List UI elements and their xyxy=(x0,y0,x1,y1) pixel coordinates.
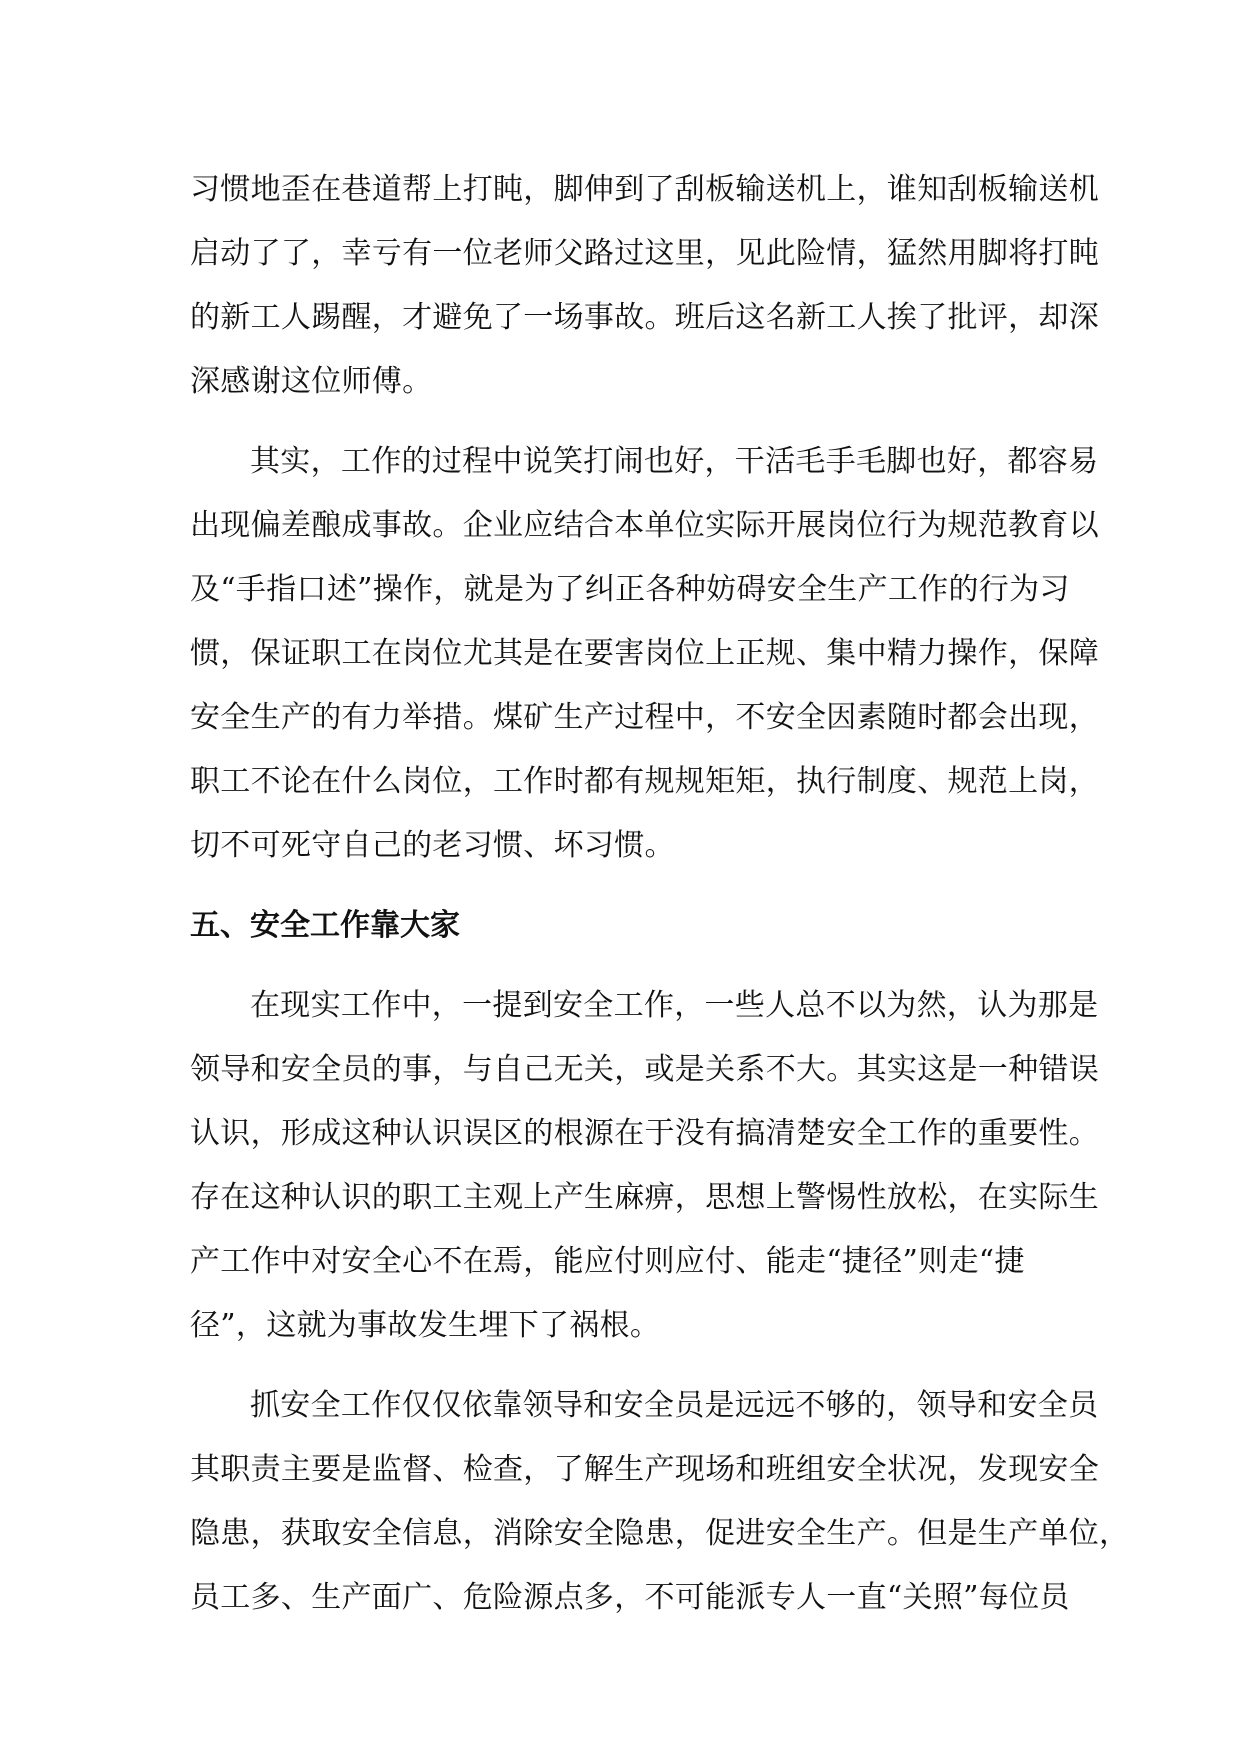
text-line: 惯，保证职工在岗位尤其是在要害岗位上正规、集中精力操作，保障 xyxy=(190,636,1099,671)
text-line: 深感谢这位师傅。 xyxy=(190,364,433,399)
text-line: 启动了了，幸亏有一位老师父路过这里，见此险情，猛然用脚将打盹 xyxy=(190,236,1099,271)
text-line: 习惯地歪在巷道帮上打盹，脚伸到了刮板输送机上，谁知刮板输送机 xyxy=(190,172,1099,207)
text-line: 存在这种认识的职工主观上产生麻痹，思想上警惕性放松，在实际生 xyxy=(190,1180,1099,1215)
paragraph xyxy=(190,1374,1130,1630)
paragraph xyxy=(190,430,1099,878)
text-line: 领导和安全员的事，与自己无关，或是关系不大。其实这是一种错误 xyxy=(190,1052,1099,1087)
text-line: 产工作中对安全心不在焉，能应付则应付、能走“捷径”则走“捷 xyxy=(190,1244,1025,1279)
text-line: 员工多、生产面广、危险源点多，不可能派专人一直“关照”每位员 xyxy=(190,1580,1070,1615)
text-line: 切不可死守自己的老习惯、坏习惯。 xyxy=(190,828,675,863)
text-line: 抓安全工作仅仅依靠领导和安全员是远远不够的，领导和安全员 xyxy=(250,1388,1099,1423)
paragraph xyxy=(190,974,1099,1358)
text-line: 出现偏差酿成事故。企业应结合本单位实际开展岗位行为规范教育以 xyxy=(190,508,1099,543)
document-body xyxy=(190,158,1130,1646)
text-line: 在现实工作中，一提到安全工作，一些人总不以为然，认为那是 xyxy=(250,988,1099,1023)
text-line: 径”，这就为事故发生埋下了祸根。 xyxy=(190,1308,661,1343)
text-line: 认识，形成这种认识误区的根源在于没有搞清楚安全工作的重要性。 xyxy=(190,1116,1099,1151)
text-line: 其实，工作的过程中说笑打闹也好，干活毛手毛脚也好，都容易 xyxy=(250,444,1099,479)
text-line: 安全生产的有力举措。煤矿生产过程中，不安全因素随时都会出现， xyxy=(190,700,1099,735)
paragraph xyxy=(190,158,1099,414)
text-line: 及“手指口述”操作，就是为了纠正各种妨碍安全生产工作的行为习 xyxy=(190,572,1070,607)
section-heading: 五、安全工作靠大家 xyxy=(190,908,460,943)
text-line: 职工不论在什么岗位，工作时都有规规矩矩，执行制度、规范上岗， xyxy=(190,764,1099,799)
text-line: 的新工人踢醒，才避免了一场事故。班后这名新工人挨了批评，却深 xyxy=(190,300,1099,335)
text-line: 隐患，获取安全信息，消除安全隐患，促进安全生产。但是生产单位， xyxy=(190,1516,1130,1551)
text-line: 其职责主要是监督、检查，了解生产现场和班组安全状况，发现安全 xyxy=(190,1452,1099,1487)
